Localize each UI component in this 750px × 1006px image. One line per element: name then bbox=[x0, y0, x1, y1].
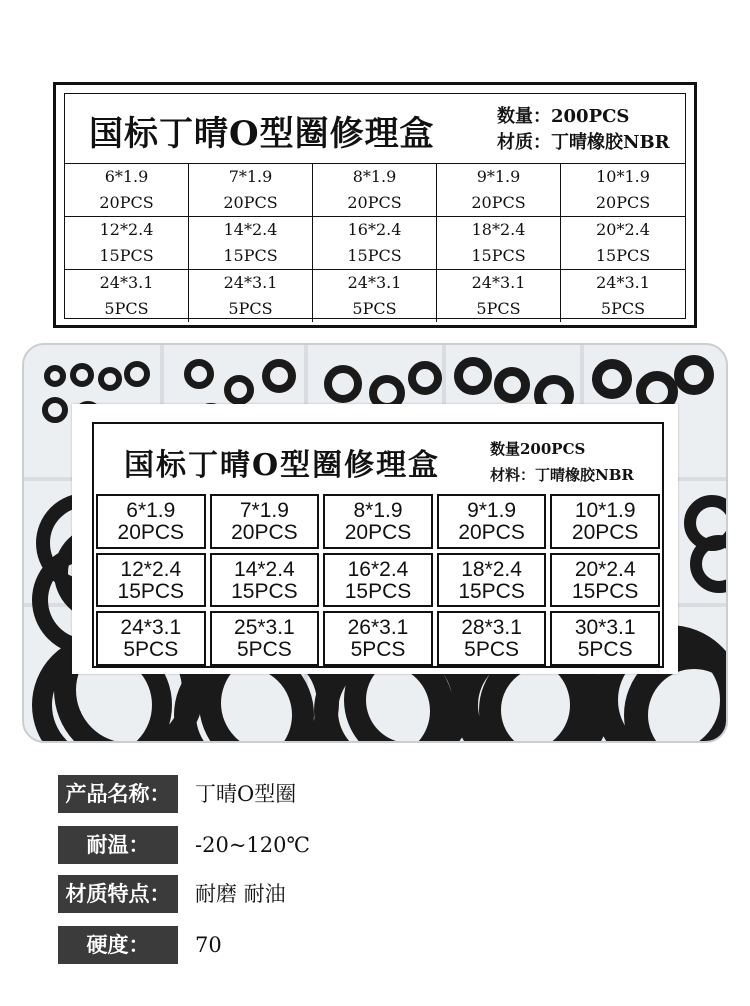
o-ring bbox=[98, 367, 122, 391]
quantity-value: 5PCS bbox=[600, 299, 646, 318]
size-value: 30*3.1 bbox=[574, 616, 636, 640]
quantity-value: 15PCS bbox=[458, 579, 525, 603]
size-cell bbox=[550, 494, 660, 549]
o-ring bbox=[494, 367, 530, 403]
quantity-value: 5PCS bbox=[104, 299, 149, 318]
quantity-value: 20PCS bbox=[347, 193, 402, 212]
o-ring bbox=[224, 375, 254, 405]
size-cell bbox=[561, 217, 685, 270]
size-value: 20*2.4 bbox=[596, 220, 650, 239]
size-cell bbox=[210, 494, 320, 549]
size-cell bbox=[96, 494, 206, 549]
box-label-frame bbox=[92, 422, 664, 668]
size-value: 10*1.9 bbox=[574, 499, 636, 522]
quantity-value: 5PCS bbox=[228, 299, 273, 318]
quantity-value: 15PCS bbox=[595, 246, 651, 265]
o-ring bbox=[408, 361, 442, 395]
o-ring bbox=[592, 359, 632, 399]
size-cell bbox=[323, 494, 433, 549]
quantity-value: 5PCS bbox=[236, 638, 292, 662]
quantity-value: 5PCS bbox=[577, 638, 633, 662]
size-cell bbox=[437, 217, 561, 270]
size-cell bbox=[96, 553, 206, 608]
size-value: 7*1.9 bbox=[228, 167, 273, 186]
o-ring bbox=[324, 365, 362, 403]
quantity-value: 15PCS bbox=[117, 579, 185, 603]
o-ring bbox=[42, 397, 68, 423]
o-ring bbox=[70, 363, 94, 387]
spec-key: 产品名称： bbox=[58, 775, 178, 813]
box-label-material: 材料：丁晴橡胶NBR bbox=[490, 466, 634, 484]
box-size-table bbox=[94, 494, 662, 668]
quantity-value: 15PCS bbox=[347, 246, 402, 265]
quantity-value: 20PCS bbox=[117, 521, 185, 544]
size-cell bbox=[96, 611, 206, 666]
size-value: 6*1.9 bbox=[104, 167, 149, 186]
size-cell bbox=[65, 270, 189, 322]
size-value: 8*1.9 bbox=[352, 167, 397, 186]
quantity-value: 20PCS bbox=[231, 521, 298, 544]
size-value: 12*2.4 bbox=[99, 220, 154, 239]
size-cell bbox=[561, 270, 685, 322]
size-value: 10*1.9 bbox=[596, 167, 650, 186]
o-ring bbox=[44, 365, 66, 387]
size-value: 18*2.4 bbox=[471, 220, 526, 239]
size-cell bbox=[189, 270, 313, 322]
size-cell bbox=[550, 553, 660, 608]
size-value: 16*2.4 bbox=[347, 557, 409, 581]
spec-key: 材质特点： bbox=[58, 875, 178, 913]
size-value: 24*3.1 bbox=[120, 616, 182, 640]
size-cell bbox=[550, 611, 660, 666]
spec-value: 70 bbox=[195, 933, 222, 957]
quantity-value: 20PCS bbox=[458, 521, 525, 544]
size-value: 24*3.1 bbox=[223, 273, 278, 292]
size-value: 8*1.9 bbox=[353, 499, 403, 522]
size-cell bbox=[437, 611, 547, 666]
o-ring bbox=[124, 361, 150, 387]
size-value: 9*1.9 bbox=[467, 499, 517, 522]
quantity-value: 15PCS bbox=[223, 246, 278, 265]
box-label-header bbox=[94, 424, 662, 494]
size-value: 24*3.1 bbox=[347, 273, 402, 292]
size-value: 24*3.1 bbox=[596, 273, 650, 292]
size-cell bbox=[437, 494, 547, 549]
spec-value: -20~120℃ bbox=[195, 833, 310, 857]
quantity-value: 20PCS bbox=[571, 521, 639, 544]
spec-key: 耐温： bbox=[58, 826, 178, 864]
quantity-value: 15PCS bbox=[471, 246, 526, 265]
size-value: 9*1.9 bbox=[476, 167, 521, 186]
box-label-meta bbox=[490, 436, 634, 488]
size-value: 24*3.1 bbox=[99, 273, 154, 292]
o-ring bbox=[184, 359, 214, 389]
box-label bbox=[72, 404, 678, 674]
o-ring bbox=[454, 357, 492, 395]
box-label-title: 国标丁晴O型圈修理盒 bbox=[124, 448, 441, 483]
size-cell bbox=[189, 217, 313, 270]
spec-value: 丁晴O型圈 bbox=[195, 782, 297, 806]
label-meta bbox=[497, 104, 670, 156]
size-cell bbox=[437, 164, 561, 217]
size-value: 7*1.9 bbox=[239, 499, 289, 522]
size-value: 24*3.1 bbox=[471, 273, 526, 292]
size-cell bbox=[189, 164, 313, 217]
size-cell bbox=[313, 217, 437, 270]
size-value: 25*3.1 bbox=[234, 616, 295, 640]
spec-key: 硬度： bbox=[58, 926, 178, 964]
size-cell bbox=[313, 164, 437, 217]
size-value: 12*2.4 bbox=[120, 557, 182, 581]
size-value: 28*3.1 bbox=[461, 616, 522, 640]
size-cell bbox=[65, 164, 189, 217]
product-label-card bbox=[53, 82, 697, 328]
quantity-value: 5PCS bbox=[350, 638, 406, 662]
o-ring bbox=[674, 355, 714, 395]
size-cell bbox=[210, 553, 320, 608]
spec-value: 耐磨 耐油 bbox=[195, 882, 286, 906]
quantity-value: 5PCS bbox=[476, 299, 521, 318]
size-value: 6*1.9 bbox=[126, 499, 176, 522]
label-quantity: 数量：200PCS bbox=[497, 106, 630, 127]
quantity-value: 15PCS bbox=[571, 579, 639, 603]
quantity-value: 20PCS bbox=[99, 193, 154, 212]
size-cell bbox=[323, 611, 433, 666]
quantity-value: 15PCS bbox=[231, 579, 298, 603]
quantity-value: 15PCS bbox=[344, 579, 412, 603]
size-cell bbox=[210, 611, 320, 666]
product-label-frame bbox=[64, 93, 686, 319]
label-title: 国标丁晴O型圈修理盒 bbox=[89, 114, 435, 154]
size-cell bbox=[437, 553, 547, 608]
size-table bbox=[65, 164, 685, 320]
size-cell bbox=[437, 270, 561, 322]
size-value: 14*2.4 bbox=[223, 220, 278, 239]
quantity-value: 20PCS bbox=[471, 193, 526, 212]
size-value: 26*3.1 bbox=[347, 616, 409, 640]
size-cell bbox=[561, 164, 685, 217]
box-label-quantity: 数量200PCS bbox=[490, 440, 586, 458]
size-cell bbox=[65, 217, 189, 270]
quantity-value: 20PCS bbox=[595, 193, 651, 212]
size-value: 16*2.4 bbox=[347, 220, 402, 239]
label-header bbox=[65, 94, 685, 164]
size-value: 18*2.4 bbox=[461, 557, 522, 581]
o-ring bbox=[262, 359, 296, 393]
quantity-value: 20PCS bbox=[344, 521, 412, 544]
size-value: 20*2.4 bbox=[574, 557, 636, 581]
quantity-value: 5PCS bbox=[464, 638, 520, 662]
quantity-value: 5PCS bbox=[123, 638, 179, 662]
size-cell bbox=[323, 553, 433, 608]
quantity-value: 20PCS bbox=[223, 193, 278, 212]
quantity-value: 5PCS bbox=[352, 299, 397, 318]
label-material: 材质：丁晴橡胶NBR bbox=[497, 132, 670, 153]
size-value: 14*2.4 bbox=[234, 557, 295, 581]
size-cell bbox=[313, 270, 437, 322]
quantity-value: 15PCS bbox=[99, 246, 154, 265]
